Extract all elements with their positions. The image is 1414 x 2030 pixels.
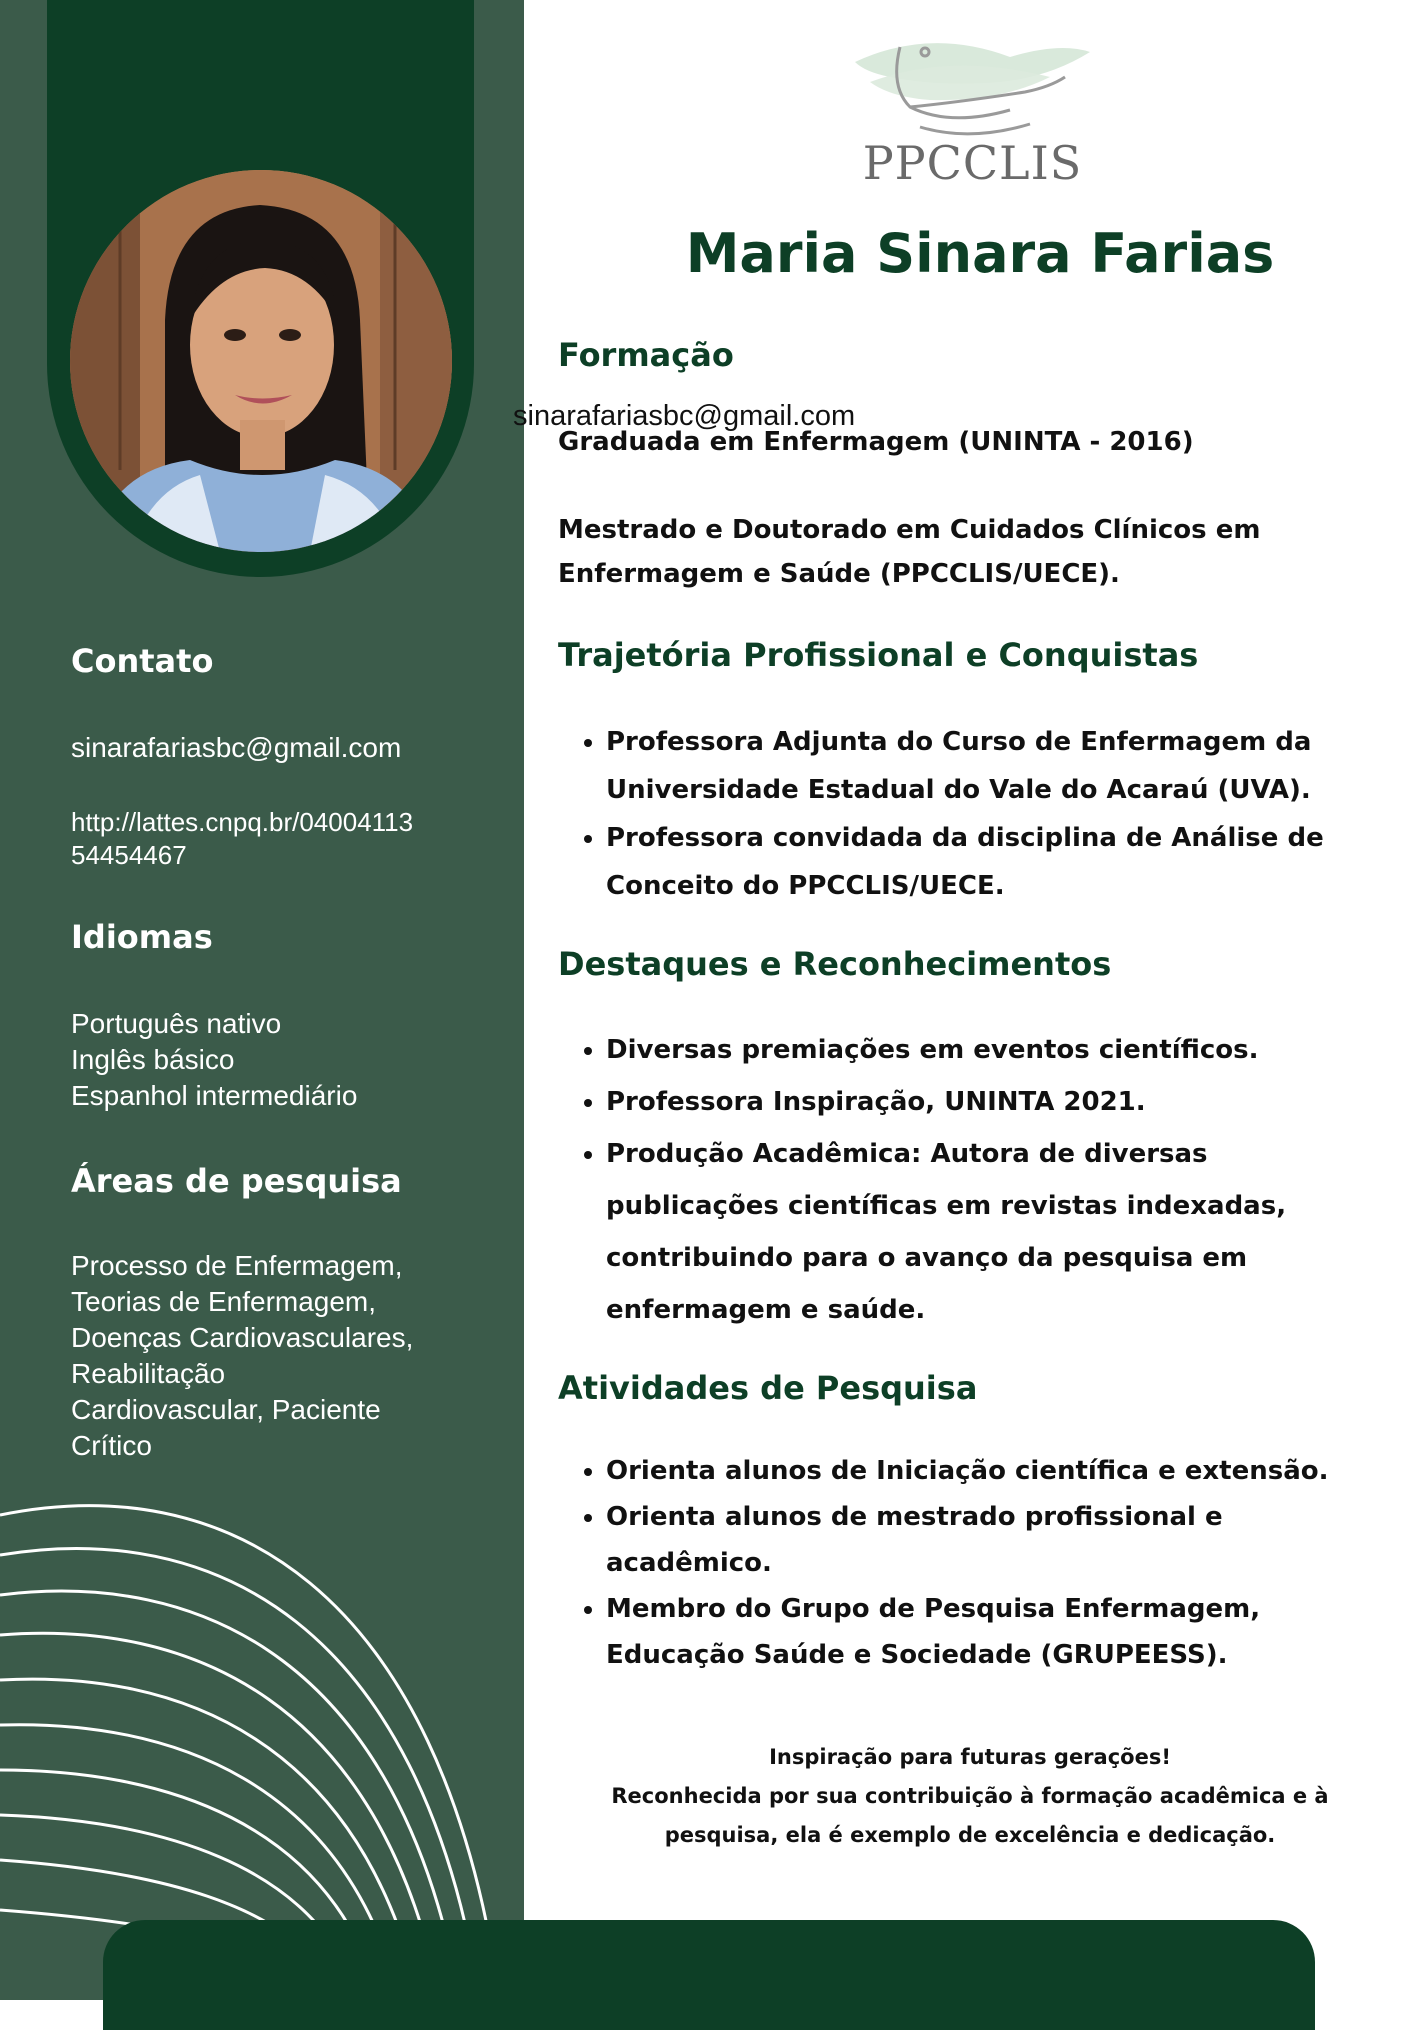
language-item: Espanhol intermediário	[71, 1080, 358, 1111]
list-item: • Professora Adjunta do Curso de Enfermagem da Universidade Estadual do Vale do Acaraú (UVA).	[606, 718, 1396, 814]
languages-heading: Idiomas	[71, 918, 213, 956]
highlights-heading: Destaques e Reconhecimentos	[558, 945, 1112, 983]
career-heading: Trajetória Profissional e Conquistas	[558, 636, 1199, 674]
contact-email[interactable]: sinarafariasbc@gmail.com	[71, 732, 402, 763]
overlay-email[interactable]: sinarafariasbc@gmail.com	[513, 400, 856, 432]
footer-quote: Inspiração para futuras gerações! Reconhecida por sua contribuição à formação acadêmica e à pesquisa, ela é exemplo de excelência e dedicação.	[611, 1745, 1329, 1847]
education-heading: Formação	[558, 336, 734, 374]
list-item: • Professora convidada da disciplina de Análise de Conceito do PPCCLIS/UECE.	[606, 814, 1396, 910]
list-item: • Orienta alunos de mestrado profissional e acadêmico.	[606, 1494, 1396, 1586]
swan-wave-icon	[850, 32, 1095, 142]
list-item: • Orienta alunos de Iniciação científica e extensão.	[606, 1448, 1396, 1494]
list-item: • Produção Acadêmica: Autora de diversas publicações científicas em revistas indexadas, contribuindo para o avanço da pesquisa em enfermagem e saúde.	[606, 1128, 1396, 1336]
career-list	[558, 718, 1396, 910]
logo-text: PPCCLIS	[862, 136, 1083, 190]
languages-list	[71, 1006, 357, 1114]
list-item: • Membro do Grupo de Pesquisa Enfermagem, Educação Saúde e Sociedade (GRUPEESS).	[606, 1586, 1396, 1678]
language-item: Inglês básico	[71, 1044, 235, 1075]
bottom-bar	[103, 1920, 1315, 2030]
research-areas-list: Processo de Enfermagem, Teorias de Enfermagem, Doenças Cardiovasculares, Reabilitação Cardiovascular, Paciente Crítico	[71, 1250, 414, 1461]
person-name: Maria Sinara Farias	[685, 222, 1275, 285]
list-item: • Professora Inspiração, UNINTA 2021.	[606, 1076, 1396, 1128]
graduation-text: Graduada em Enfermagem (UNINTA - 2016)	[558, 427, 1194, 457]
research-activities-list	[558, 1448, 1396, 1678]
masters-text: Mestrado e Doutorado em Cuidados Clínicos em Enfermagem e Saúde (PPCCLIS/UECE).	[558, 515, 1261, 589]
language-item: Português nativo	[71, 1008, 282, 1039]
sidebar	[0, 0, 524, 2000]
research-activities-heading: Atividades de Pesquisa	[558, 1369, 978, 1407]
contact-heading: Contato	[71, 642, 214, 680]
research-areas-heading: Áreas de pesquisa	[71, 1162, 402, 1200]
list-item: • Diversas premiações em eventos científicos.	[606, 1024, 1396, 1076]
ppcclis-logo	[850, 32, 1095, 192]
highlights-list	[558, 1024, 1396, 1336]
profile-photo	[70, 170, 452, 552]
lattes-link[interactable]: http://lattes.cnpq.br/04004113 54454467	[71, 807, 414, 870]
